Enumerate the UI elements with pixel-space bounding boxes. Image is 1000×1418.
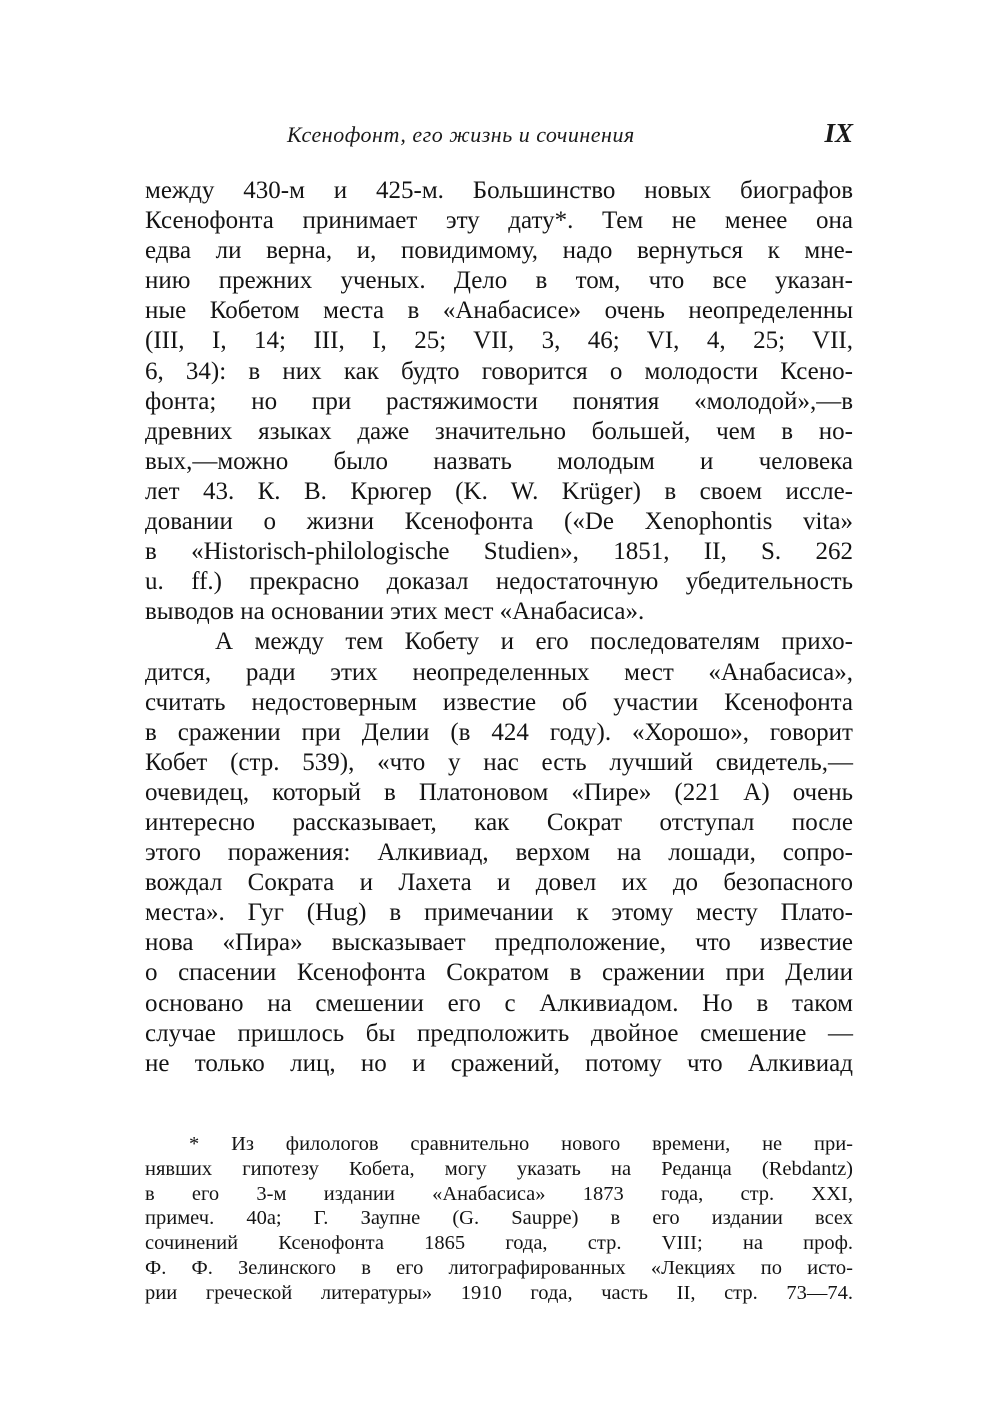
footnote-line: в его 3-м издании «Анабасиса» 1873 года, стр. XXI, (145, 1182, 853, 1205)
text-line: основано на смешении его с Алкивиадом. Но в таком (145, 989, 853, 1017)
footnote-line: Ф. Ф. Зелинского в его литографированных «Лекциях по исто- (145, 1256, 853, 1279)
page-header (145, 118, 853, 152)
paragraph-2 (145, 627, 853, 1078)
footnote-line: примеч. 40a; Г. Заупне (G. Sauppe) в его издании всех (145, 1207, 853, 1230)
text-line: ные Кобетом места в «Анабасисе» очень неопределенны (145, 297, 853, 325)
footnote-line: рии греческой литературы» 1910 года, часть II, стр. 73—74. (145, 1281, 853, 1304)
footnote-line: сочинений Ксенофонта 1865 года, стр. VIII; на проф. (145, 1232, 853, 1255)
text-line: фонта; но при растяжимости понятия «молодой»,—в (145, 387, 853, 415)
text-line: о спасении Ксенофонта Сократом в сражении при Делии (145, 959, 853, 987)
text-line: едва ли верна, и, повидимому, надо вернуться к мне- (145, 237, 853, 265)
text-line: нию прежних ученых. Дело в том, что все указан- (145, 267, 853, 295)
paragraph-1 (145, 176, 853, 627)
text-line: в «Historisch-philologische Studien», 1851, II, S. 262 (145, 538, 853, 566)
running-title: Ксенофонт, его жизнь и сочинения (287, 122, 635, 147)
text-line: не только лиц, но и сражений, потому что Алкивиад (145, 1049, 853, 1077)
text-line: А между тем Кобету и его последователям прихо- (215, 628, 853, 656)
footnote-line: * Из филологов сравнительно нового времени, не при- (189, 1133, 853, 1155)
footnote-line: нявших гипотезу Кобета, могу указать на Реданца (Rebdantz) (145, 1157, 853, 1180)
page-number: IX (824, 118, 853, 148)
text-line: Кобет (стр. 539), «что у нас есть лучший свидетель,— (145, 748, 853, 776)
text-line: древних языках даже значительно большей, чем в но- (145, 417, 853, 445)
text-line: вых,—можно было назвать молодым и человека (145, 447, 853, 475)
text-line: вождал Сократа и Лахета и довел их до безопасного (145, 869, 853, 897)
footnote (145, 1132, 853, 1306)
text-line: лет 43. К. В. Крюгер (K. W. Krüger) в своем иссле- (145, 477, 853, 505)
text-line: дится, ради этих неопределенных мест «Анабасиса», (145, 658, 853, 686)
text-line: места». Гуг (Hug) в примечании к этому месту Плато- (145, 899, 853, 927)
text-line: между 430-м и 425-м. Большинство новых биографов (145, 177, 853, 204)
text-line: интересно рассказывает, как Сократ отступал после (145, 808, 853, 836)
text-line: 6, 34): в них как будто говорится о молодости Ксено- (145, 357, 853, 385)
text-line: случае пришлось бы предположить двойное смешение — (145, 1019, 853, 1047)
text-line: считать недостоверным известие об участии Ксенофонта (145, 688, 853, 716)
text-line: нова «Пира» высказывает предположение, что известие (145, 929, 853, 957)
text-line: выводов на основании этих мест «Анабасиса». (145, 598, 645, 626)
text-line: довании о жизни Ксенофонта («De Xenophontis vita» (145, 508, 853, 536)
text-line: (III, I, 14; III, I, 25; VII, 3, 46; VI, 4, 25; VII, (145, 327, 853, 355)
text-line: Ксенофонта принимает эту дату*. Тем не менее она (145, 207, 853, 235)
text-line: u. ff.) прекрасно доказал недостаточную убедительность (145, 568, 853, 596)
text-line: этого поражения: Алкивиад, верхом на лошади, сопро- (145, 839, 853, 867)
main-text (145, 176, 853, 1079)
text-line: очевидец, который в Платоновом «Пире» (221 A) очень (145, 778, 853, 806)
text-line: в сражении при Делии (в 424 году). «Хорошо», говорит (145, 718, 853, 746)
